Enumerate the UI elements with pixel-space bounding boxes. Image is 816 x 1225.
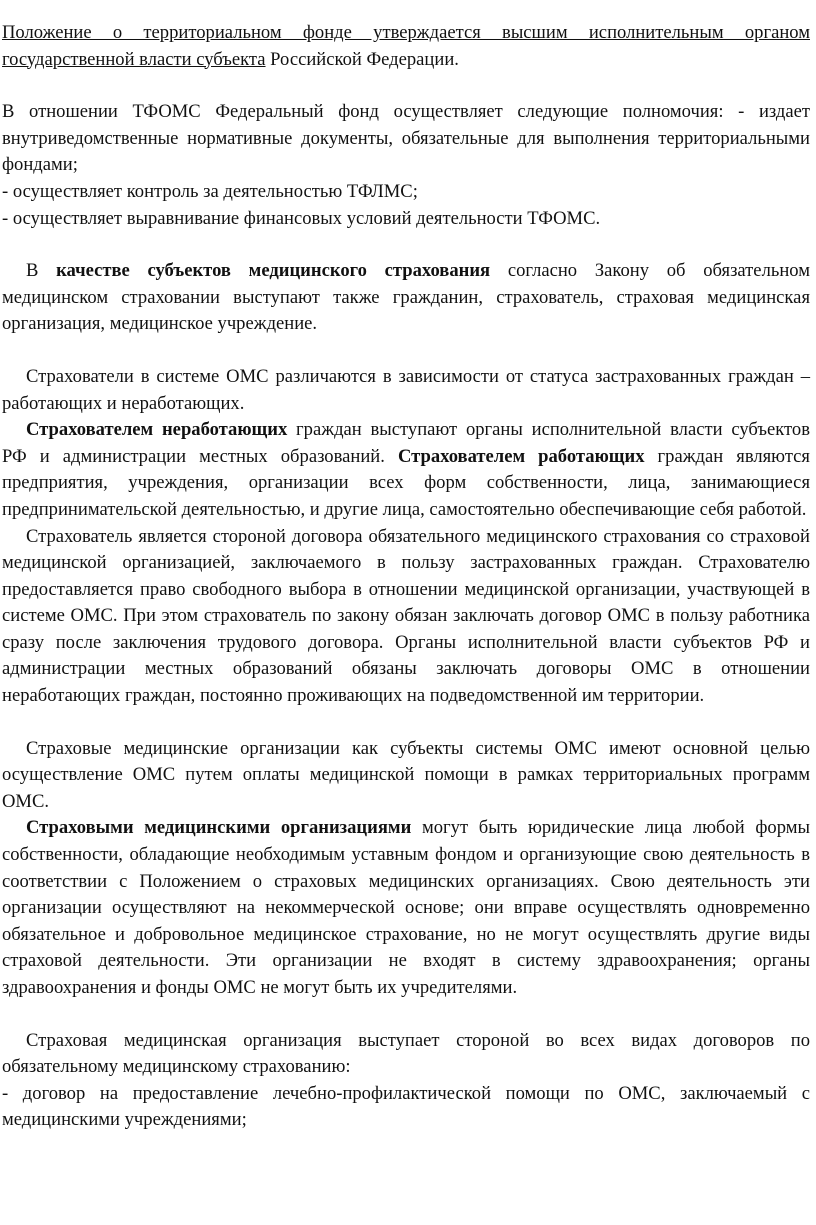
paragraph-insurers-status: Страхователи в системе ОМС различаются в зависимости от статуса застрахованных граждан – работающих и неработающих. <box>2 365 810 414</box>
list-item-contract: - договор на предоставление лечебно-профилактической помощи по ОМС, заключаемый с медицинскими учреждениями; <box>2 1082 810 1131</box>
underlined-text: Положение о территориальном фонде утверждается высшим исполнительным органом государственной власти субъекта <box>2 22 810 70</box>
paragraph-text: В <box>26 260 57 282</box>
paragraph-text: согласно Закону об обязательном медицинском страховании выступают также гражданин, страхователь, страховая медицинская организация, медицинское учреждение. <box>2 260 810 335</box>
paragraph-insurance-subjects <box>2 258 810 338</box>
paragraph-ffoms-powers <box>2 99 810 179</box>
paragraph-text: Российской Федерации. <box>265 48 459 70</box>
list-item-control: - осуществляет контроль за деятельностью ТФЛМС; <box>2 180 418 202</box>
paragraph-text: граждан выступают органы исполнительной власти субъектов РФ и администрации местных образований. <box>2 419 810 467</box>
paragraph-text: граждан являются предприятия, учреждения, организации всех форм собственности, лица, занимающиеся предпринимательской деятельностью, и другие лица, самостоятельно обеспечивающие себя работой. <box>2 445 810 520</box>
paragraph-insurers-definition <box>2 417 810 523</box>
paragraph-text: В отношении ТФОМС Федеральный фонд осуществляет следующие полномочия: - издает внутриведомственные нормативные документы, обязательные для выполнения территориальными фондами; <box>2 101 810 176</box>
bold-term: Страхователем работающих <box>397 445 645 467</box>
paragraph-contracts: Страховая медицинская организация выступает стороной во всех видах договоров по обязательному медицинскому страхованию: <box>2 1029 810 1078</box>
paragraph-insurance-orgs-definition <box>2 815 810 1001</box>
paragraph-territorial-fund <box>2 20 810 73</box>
bold-term: Страхователем неработающих <box>26 419 288 441</box>
bold-term: качестве субъектов медицинского страхования <box>56 260 491 282</box>
paragraph-insurer-contract: Страхователь является стороной договора обязательного медицинского страхования со страховой медицинской организацией, заключаемого в пользу застрахованных граждан. Страхователю предоставляется право свободного выбора в отношении медицинской организации, участвующей в системе ОМС. При этом страхователь по закону обязан заключать договор ОМС в пользу работника сразу после заключения трудового договора. Органы исполнительной власти субъектов РФ и администрации местных образований обязаны заключать договоры ОМС в отношении неработающих граждан, постоянно проживающих на подведомственной им территории. <box>2 525 810 707</box>
bold-term: Страховыми медицинскими организациями <box>26 817 412 839</box>
list-item-equalization: - осуществляет выравнивание финансовых условий деятельности ТФОМС. <box>2 207 601 229</box>
paragraph-text: могут быть юридические лица любой формы собственности, обладающие необходимым уставным фондом и организующие свою деятельность в соответствии с Положением о страховых медицинских организациях. Свою деятельность эти организации осуществляют на некоммерческой основе; они вправе осуществлять одновременно обязательное и добровольное медицинское страхование, но не могут осуществлять другие виды страховой деятельности. Эти организации не входят в систему здравоохранения; органы здравоохранения и фонды ОМС не могут быть их учредителями. <box>2 817 810 998</box>
paragraph-insurance-orgs-goal: Страховые медицинские организации как субъекты системы ОМС имеют основной целью осуществление ОМС путем оплаты медицинской помощи в рамках территориальных программ ОМС. <box>2 737 810 812</box>
